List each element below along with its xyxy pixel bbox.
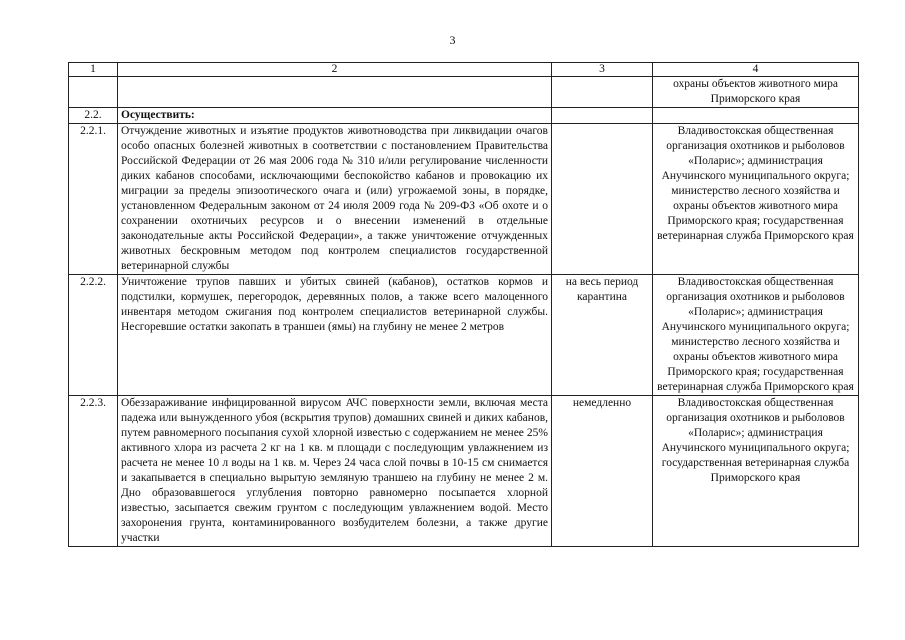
measures-table: [68, 62, 859, 547]
item-action: Отчуждение животных и изъятие продуктов животноводства при ликвидации очагов особо опасных болезней животных в соответствии с постановлением Правительства Российской Федерации от 26 мая 2006 года № 310 и/или регулирование численности диких кабанов способами, исключающими беспокойство кабанов и провокацию их миграции за пределы эпизоотического очага и (или) угрожаемой зоны, в порядке, установленном Федеральным законом от 24 июля 2009 года № 209-ФЗ «Об охоте и о сохранении охотничьих ресурсов и о внесении изменений в отдельные законодательные акты Российской Федерации», а также уничтожение отчужденных животных бескровным методом под контролем специалистов государственной ветеринарной службы: [118, 124, 552, 275]
column-numbers-row: [69, 63, 859, 77]
page-number: 3: [449, 33, 456, 47]
column-number-1: 1: [69, 63, 118, 77]
item-executors: Владивостокская общественная организация охотников и рыболовов «Поларис»; администрация Анучинского муниципального округа; министерство лесного хозяйства и охраны объектов животного мира Приморского края; государственная ветеринарная служба Приморского края: [653, 275, 859, 396]
item-term: немедленно: [552, 396, 653, 547]
table-row: [69, 275, 859, 396]
table-row: [69, 396, 859, 547]
item-action: Уничтожение трупов павших и убитых свиней (кабанов), остатков кормов и подстилки, кормушек, перегородок, деревянных полов, а также всего малоценного инвентаря методом сжигания под контролем специалистов ветеринарной службы. Несгоревшие остатки закопать в траншеи (ямы) на глубину не менее 2 метров: [118, 275, 552, 396]
table-row: [69, 108, 859, 124]
table-row: [69, 124, 859, 275]
item-number: 2.2.2.: [69, 275, 118, 396]
column-number-2: 2: [118, 63, 552, 77]
item-term: [552, 108, 653, 124]
table-row: [69, 77, 859, 108]
item-term: [552, 77, 653, 108]
item-action: [118, 77, 552, 108]
item-term: на весь период карантина: [552, 275, 653, 396]
item-executors: Владивостокская общественная организация охотников и рыболовов «Поларис»; администрация Анучинского муниципального округа; министерство лесного хозяйства и охраны объектов животного мира Приморского края; государственная ветеринарная служба Приморского края: [653, 124, 859, 275]
item-executors: [653, 108, 859, 124]
item-executors: Владивостокская общественная организация охотников и рыболовов «Поларис»; администрация Анучинского муниципального округа; государственная ветеринарная служба Приморского края: [653, 396, 859, 547]
column-number-4: 4: [653, 63, 859, 77]
item-number: 2.2.: [69, 108, 118, 124]
item-action: Обеззараживание инфицированной вирусом АЧС поверхности земли, включая места падежа или вынужденного убоя (вскрытия трупов) домашних свиней и диких кабанов, путем равномерного посыпания сухой хлорной известью с содержанием не менее 25% активного хлора из расчета 2 кг на 1 кв. м площади с последующим увлажнением из расчета не менее 10 л воды на 1 кв. м. Через 24 часа слой почвы в 10-15 см снимается и закапывается в специально вырытую земляную траншею на глубину не менее 2 м. Дно образовавшегося углубления повторно равномерно посыпается хлорной известью, засыпается свежим грунтом с последующим увлажнением водой. Место захоронения грунта, контаминированного возбудителем болезни, а также другие участки: [118, 396, 552, 547]
column-number-3: 3: [552, 63, 653, 77]
item-executors: охраны объектов животного мира Приморского края: [653, 77, 859, 108]
item-number: 2.2.1.: [69, 124, 118, 275]
item-number: [69, 77, 118, 108]
item-term: [552, 124, 653, 275]
section-heading: Осуществить:: [118, 108, 552, 124]
item-number: 2.2.3.: [69, 396, 118, 547]
